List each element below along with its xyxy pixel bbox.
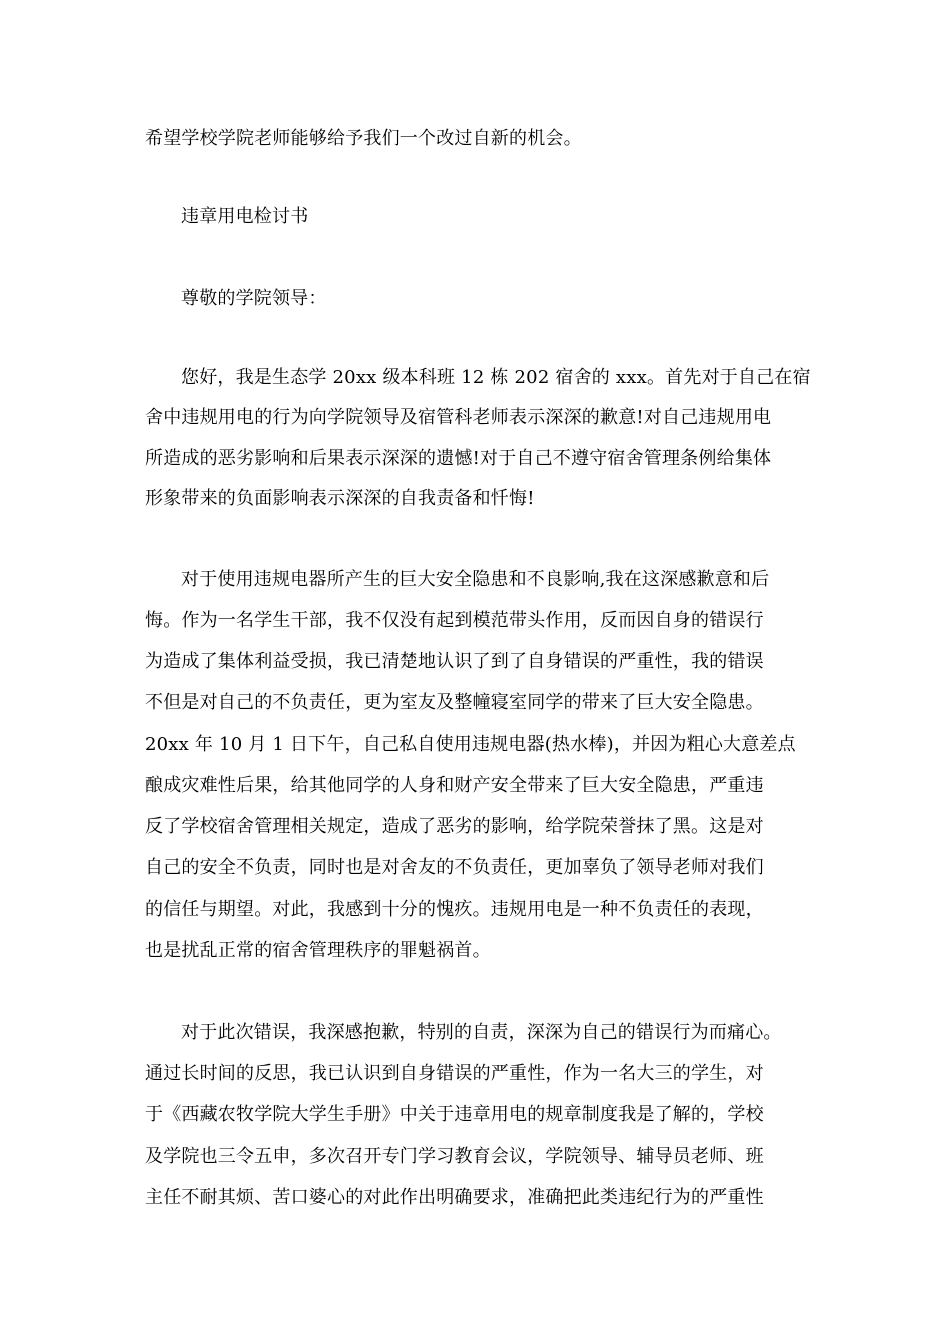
paragraph-line: 对于此次错误，我深感抱歉，特别的自责，深深为自己的错误行为而痛心。 <box>181 1022 782 1043</box>
paragraph-line: 为造成了集体利益受损，我已清楚地认识了到了自身错误的严重性，我的错误 <box>145 651 764 672</box>
paragraph-line: 及学院也三令五申，多次召开专门学习教育会议，学院领导、辅导员老师、班 <box>145 1146 764 1167</box>
paragraph-line: 也是扰乱正常的宿舍管理秩序的罪魁祸首。 <box>145 940 491 961</box>
intro-line: 希望学校学院老师能够给予我们一个改过自新的机会。 <box>145 128 582 149</box>
paragraph-line: 通过长时间的反思，我已认识到自身错误的严重性，作为一名大三的学生，对 <box>145 1063 764 1084</box>
paragraph-line: 于《西藏农牧学院大学生手册》中关于违章用电的规章制度我是了解的，学校 <box>145 1104 764 1125</box>
paragraph-line: 对于使用违规电器所产生的巨大安全隐患和不良影响,我在这深感歉意和后 <box>181 569 770 590</box>
paragraph-line: 反了学校宿舍管理相关规定，造成了恶劣的影响，给学院荣誉抹了黑。这是对 <box>145 816 764 837</box>
paragraph-line: 悔。作为一名学生干部，我不仅没有起到模范带头作用，反而因自身的错误行 <box>145 610 764 631</box>
paragraph-line: 形象带来的负面影响表示深深的自我责备和忏悔! <box>145 488 535 509</box>
paragraph-line: 20xx 年 10 月 1 日下午，自己私自使用违规电器(热水棒)，并因为粗心大意差点 <box>145 734 796 755</box>
paragraph-line: 您好，我是生态学 20xx 级本科班 12 栋 202 宿舍的 xxx。首先对于自己在宿 <box>181 367 811 388</box>
paragraph-line: 舍中违规用电的行为向学院领导及宿管科老师表示深深的歉意!对自己违规用电 <box>145 407 772 428</box>
paragraph-line: 不但是对自己的不负责任，更为室友及整幢寝室同学的带来了巨大安全隐患。 <box>145 692 764 713</box>
salutation: 尊敬的学院领导： <box>181 288 327 309</box>
paragraph-line: 自己的安全不负责，同时也是对舍友的不负责任，更加辜负了领导老师对我们 <box>145 857 764 878</box>
paragraph-line: 酿成灾难性后果，给其他同学的人身和财产安全带来了巨大安全隐患，严重违 <box>145 775 764 796</box>
document-title: 违章用电检讨书 <box>181 206 309 227</box>
paragraph-line: 的信任与期望。对此，我感到十分的愧疚。违规用电是一种不负责任的表现， <box>145 899 764 920</box>
paragraph-line: 所造成的恶劣影响和后果表示深深的遗憾!对于自己不遵守宿舍管理条例给集体 <box>145 448 772 469</box>
paragraph-line: 主任不耐其烦、苦口婆心的对此作出明确要求，准确把此类违纪行为的严重性 <box>145 1187 764 1208</box>
